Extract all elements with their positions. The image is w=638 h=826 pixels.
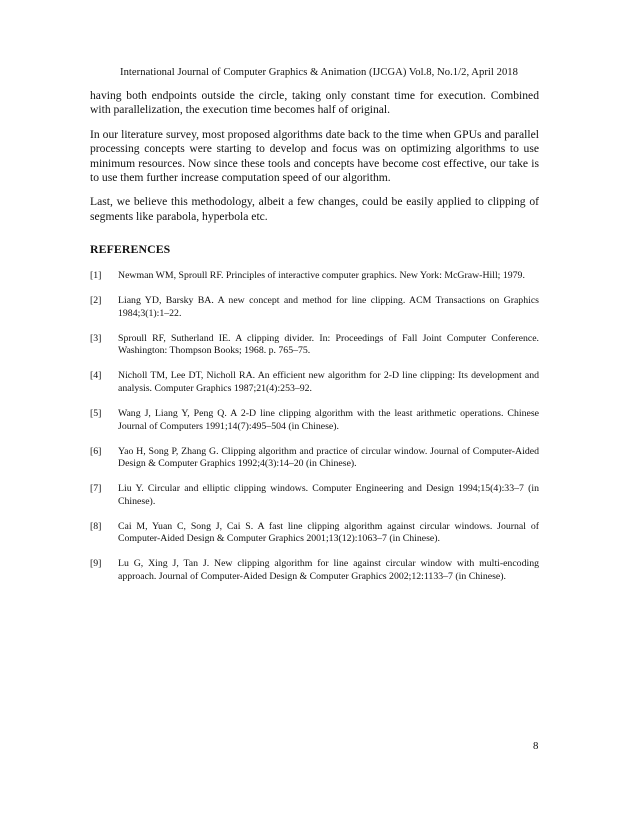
reference-text: Lu G, Xing J, Tan J. New clipping algorithm for line against circular window with multi-encoding approach. Journal of Computer-Aided Design & Computer Graphics 2002;12:1133–7 (in Chinese).: [118, 558, 539, 582]
reference-number: [2]: [90, 295, 102, 307]
reference-number: [5]: [90, 407, 102, 419]
reference-text: Nicholl TM, Lee DT, Nicholl RA. An efficient new algorithm for 2-D line clipping: Its development and analysis. Computer Graphics 1987;21(4):253–92.: [118, 370, 539, 394]
reference-text: Cai M, Yuan C, Song J, Cai S. A fast line clipping algorithm against circular windows. Journal of Computer-Aided Design & Computer Graphics 2001;13(12):1063–7 (in Chinese).: [118, 520, 539, 545]
reference-text: Liang YD, Barsky BA. A new concept and method for line clipping. ACM Transactions on Graphics 1984;3(1):1–22.: [118, 295, 539, 319]
reference-number: [8]: [90, 520, 102, 532]
page-number: 8: [533, 740, 539, 752]
reference-item: [90, 558, 539, 583]
reference-item: [90, 483, 539, 508]
reference-text: Sproull RF, Sutherland IE. A clipping divider. In: Proceedings of Fall Joint Computer Conference. Washington: Thompson Books; 1968. p. 765–75.: [118, 332, 539, 357]
reference-item: [90, 446, 539, 471]
reference-text: Yao H, Song P, Zhang G. Clipping algorithm and practice of circular window. Journal of Computer-Aided Design & Computer Graphics 1992;4(3):14–20 (in Chinese).: [118, 445, 539, 470]
reference-item: [90, 333, 539, 358]
reference-list: [90, 270, 539, 583]
running-header: International Journal of Computer Graphics & Animation (IJCGA) Vol.8, No.1/2, April 2018: [120, 67, 518, 78]
reference-number: [9]: [90, 558, 102, 570]
reference-item: [90, 270, 539, 283]
paragraph: having both endpoints outside the circle, taking only constant time for execution. Combined with parallelization, the execution time becomes half of original.: [90, 89, 539, 117]
reference-item: [90, 370, 539, 395]
reference-number: [6]: [90, 445, 102, 457]
reference-item: [90, 295, 539, 320]
paragraph: Last, we believe this methodology, albeit a few changes, could be easily applied to clipping of segments like parabola, hyperbola etc.: [90, 195, 539, 223]
references-heading: REFERENCES: [90, 242, 171, 257]
reference-text: Liu Y. Circular and elliptic clipping windows. Computer Engineering and Design 1994;15(4):33–7 (in Chinese).: [118, 483, 539, 507]
reference-number: [7]: [90, 483, 102, 495]
reference-text: Wang J, Liang Y, Peng Q. A 2-D line clipping algorithm with the least arithmetic operations. Chinese Journal of Computers 1991;14(7):495–504 (in Chinese).: [118, 407, 539, 432]
paragraph: In our literature survey, most proposed algorithms date back to the time when GPUs and parallel processing concepts were starting to develop and focus was on optimizing algorithms to use minimum resources. Now since these tools and concepts have become cost effective, our take is to use them further increase computation speed of our algorithm.: [90, 127, 539, 185]
reference-number: [4]: [90, 370, 102, 382]
reference-text: Newman WM, Sproull RF. Principles of interactive computer graphics. New York: McGraw-Hill; 1979.: [118, 270, 525, 282]
body-text: [90, 89, 539, 596]
reference-number: [3]: [90, 332, 102, 344]
reference-number: [1]: [90, 270, 102, 282]
reference-item: [90, 408, 539, 433]
reference-item: [90, 521, 539, 546]
